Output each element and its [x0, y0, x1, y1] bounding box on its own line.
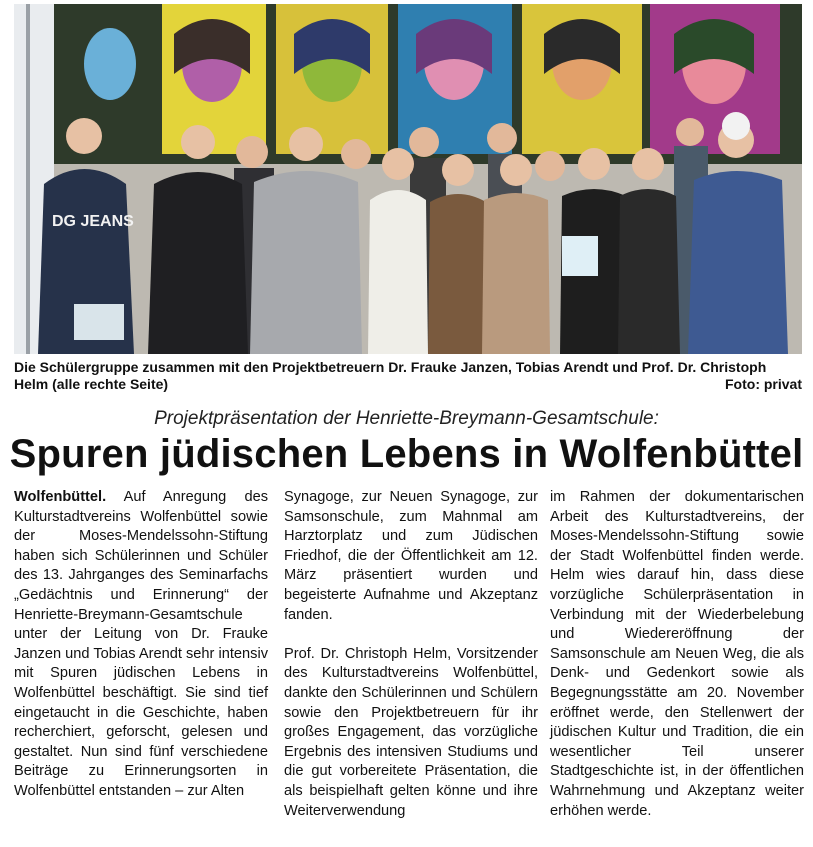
article-column-2: [284, 488, 538, 821]
dateline: Wolfenbüttel.: [14, 489, 107, 505]
article-headline: Spuren jüdischen Lebens in Wolfenbüttel: [9, 432, 804, 476]
photo-caption: [14, 359, 802, 393]
sweater-print: DG JEANS: [52, 213, 134, 230]
col2-paragraph-1: Synagoge, zur Neuen Synagoge, zur Samsonschule, zum Mahnmal am Harztorplatz und zum Jüdischen Friedhof, die der Öffentlichkeit am 12. März präsentiert wurden und begeisterte Aufnahme und Akzeptanz fanden.: [284, 489, 538, 623]
photo-credit: Foto: privat: [725, 376, 802, 392]
article-column-1: [14, 488, 268, 802]
article-column-3: [550, 488, 804, 821]
col3-text: im Rahmen der dokumentarischen Arbeit des Kulturstadtvereins, der Moses-Mendelssohn-Stiftung sowie der Stadt Wolfenbüttel finden werde. Helm wies darauf hin, dass diese vorzügliche Schülerpräsentation in Verbindung mit der Wiederbelebung und Wiedereröffnung der Samsonschule am Neuen Weg, die als Denk- und Gedenkort sowie als Begegnungsstätte am 20. November eröffnet werde, den Stellenwert der jüdischen Kultur und Tradition, die ein wesentlicher Teil unserer Stadtgeschichte ist, in der öffentlichen Wahrnehmung und Akzeptanz weiter erhöhen werde.: [550, 489, 804, 819]
caption-text: Die Schülergruppe zusammen mit den Projektbetreuern Dr. Frauke Janzen, Tobias Arendt und Prof. Dr. Christoph Helm (alle rechte Seite): [14, 359, 767, 392]
group-photo: [14, 4, 802, 354]
group-photo-icon: [14, 4, 802, 354]
col1-text: Auf Anregung des Kulturstadtvereins Wolfenbüttel sowie der Moses-Mendelssohn-Stiftung haben sich Schülerinnen und Schüler des 13. Jahrganges des Seminarfachs „Gedächtnis und Erinnerung“ der Henriette-Breymann-Gesamtschule unter der Leitung von Dr. Frauke Janzen und Tobias Arendt sehr intensiv mit Spuren jüdischen Lebens in Wolfenbüttel beschäftigt. Sie sind tief eingetaucht in die Geschichte, haben recherchiert, geforscht, gelesen und gestaltet. Nun sind fünf verschiedene Beiträge zu Erinnerungsorten in Wolfenbüttel entstanden – zur Alten: [14, 489, 268, 799]
col2-paragraph-2: Prof. Dr. Christoph Helm, Vorsitzender des Kulturstadtvereins Wolfenbüttel, dankte den Schülerinnen und Schülern sowie den Projektbetreuern für ihr großes Engagement, das vorzügliche Ergebnis des intensiven Studiums und die gut vorbereitete Präsentation, die als beispielhaft gelten könne und ihre Weiterverwendung: [284, 645, 538, 819]
article-kicker: Projektpräsentation der Henriette-Breymann-Gesamtschule:: [154, 408, 659, 429]
